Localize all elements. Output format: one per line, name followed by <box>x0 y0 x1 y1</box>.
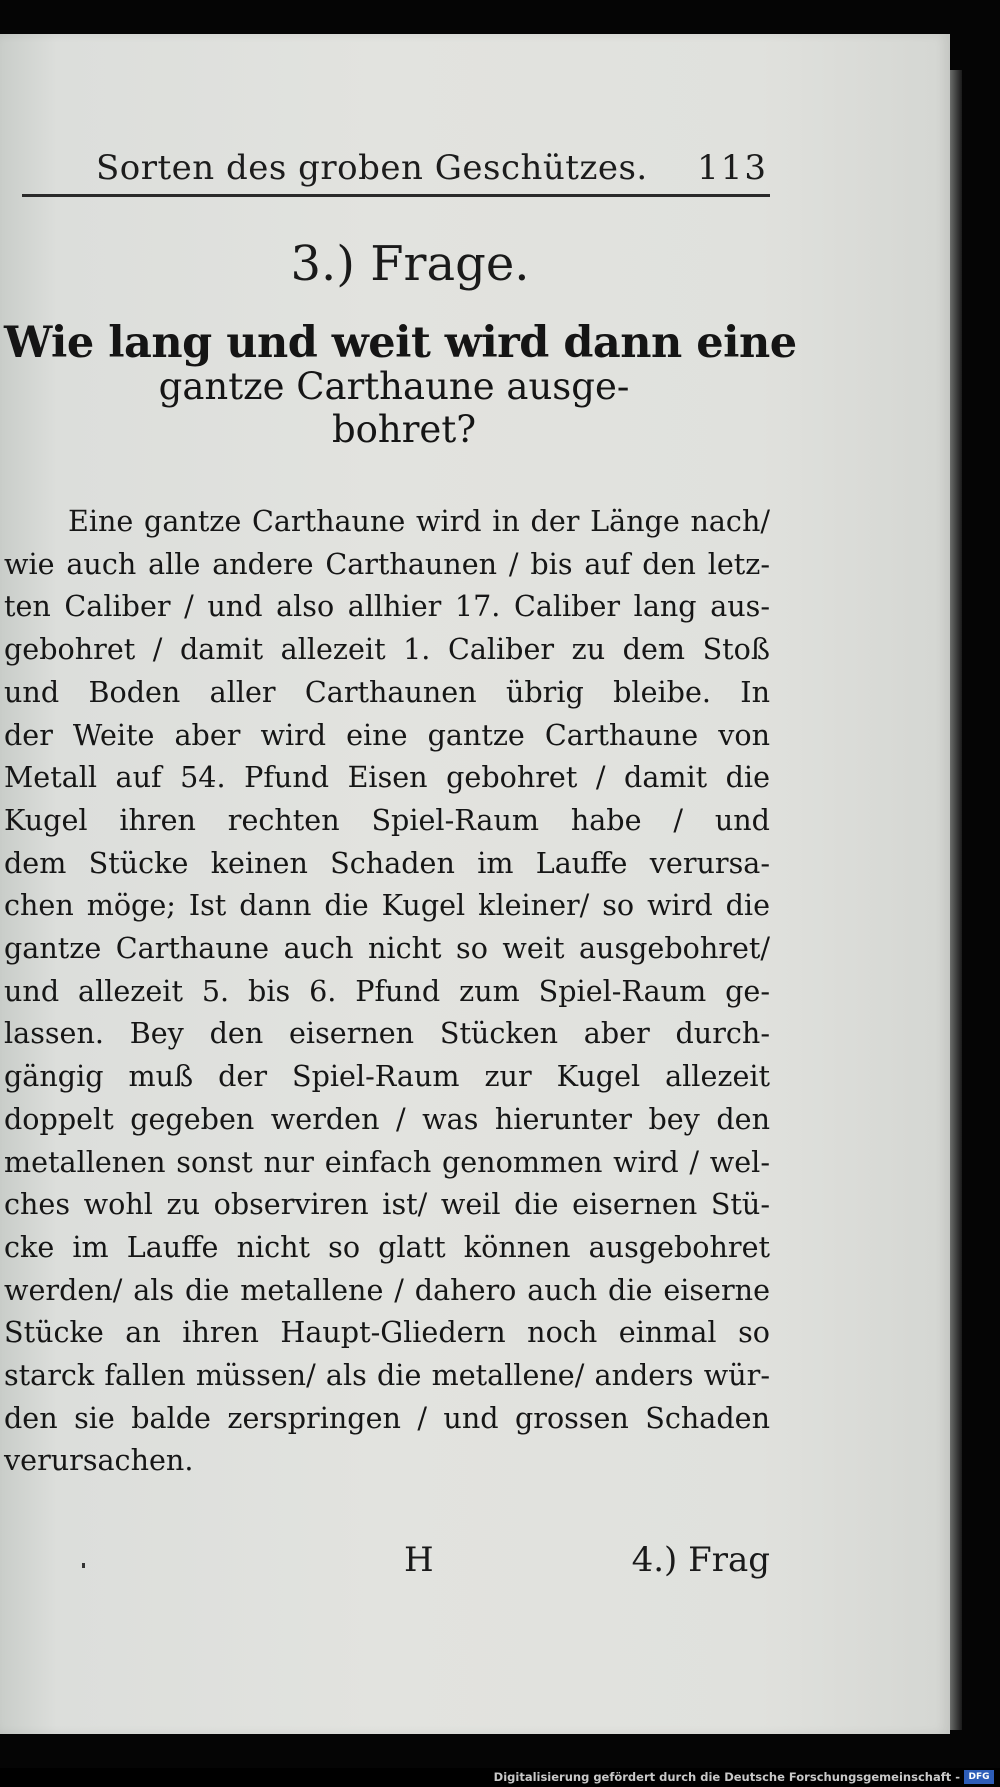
body-line: der Weite aber wird eine gantze Carthaune von <box>4 717 770 752</box>
page-footer <box>80 1540 770 1584</box>
body-line: gantze Carthaune auch nicht so weit ausgebohret/ <box>4 931 770 966</box>
body-line: dem Stücke keinen Schaden im Lauffe verursa- <box>4 845 770 880</box>
body-line: lassen. Bey den eisernen Stücken aber durch- <box>4 1016 770 1051</box>
running-head-title: Sorten des groben Geschützes. <box>96 148 648 188</box>
digitization-credit: Digitalisierung gefördert durch die Deutsche Forschungsgemeinschaft - <box>493 1770 960 1784</box>
page-edge-shadow <box>950 70 962 1730</box>
body-line: Eine gantze Carthaune wird in der Länge nach/ <box>68 504 770 538</box>
body-line: werden/ als die metallene / dahero auch die eiserne <box>4 1272 770 1307</box>
body-line: und Boden aller Carthaunen übrig bleibe. In <box>4 674 770 709</box>
body-line: ten Caliber / und also allhier 17. Caliber lang aus- <box>4 589 770 624</box>
question-title-line: gantze Carthaune ausge- <box>158 365 630 408</box>
body-line: verursachen. <box>4 1443 194 1478</box>
body-line: Kugel ihren rechten Spiel-Raum habe / und <box>4 802 770 837</box>
body-line: gängig muß der Spiel-Raum zur Kugel allezeit <box>4 1059 770 1094</box>
body-line: Metall auf 54. Pfund Eisen gebohret / damit die <box>4 760 770 795</box>
body-line: starck fallen müssen/ als die metallene/ anders wür- <box>4 1358 770 1393</box>
header-rule <box>22 194 770 197</box>
body-line: ches wohl zu observiren ist/ weil die eisernen Stü- <box>4 1187 770 1222</box>
body-line: metallenen sonst nur einfach genommen wird / wel- <box>4 1144 770 1179</box>
question-title-line: bohret? <box>331 408 477 451</box>
body-line: gebohret / damit allezeit 1. Caliber zu dem Stoß <box>4 632 770 667</box>
dfg-logo: DFG <box>964 1770 994 1784</box>
page-number: 113 <box>697 148 768 188</box>
body-line: Stücke an ihren Haupt-Gliedern noch einmal so <box>4 1315 770 1350</box>
question-heading: 3.) Frage. <box>290 236 530 292</box>
body-line: den sie balde zerspringen / und grossen Schaden <box>4 1400 770 1435</box>
body-line: wie auch alle andere Carthaunen / bis auf den letz- <box>4 546 770 581</box>
body-line: chen möge; Ist dann die Kugel kleiner/ so wird die <box>4 888 770 923</box>
signature-mark: H <box>404 1540 434 1580</box>
body-line: doppelt gegeben werden / was hierunter bey den <box>4 1101 770 1136</box>
body-paragraph <box>4 500 770 1482</box>
running-head <box>96 146 768 192</box>
body-line: cke im Lauffe nicht so glatt können ausgebohret <box>4 1229 770 1264</box>
catchword: 4.) Frag <box>631 1540 770 1580</box>
body-line: und allezeit 5. bis 6. Pfund zum Spiel-Raum ge- <box>4 973 770 1008</box>
question-title <box>4 318 797 451</box>
question-title-line: Wie lang und weit wird dann eine <box>4 318 797 368</box>
